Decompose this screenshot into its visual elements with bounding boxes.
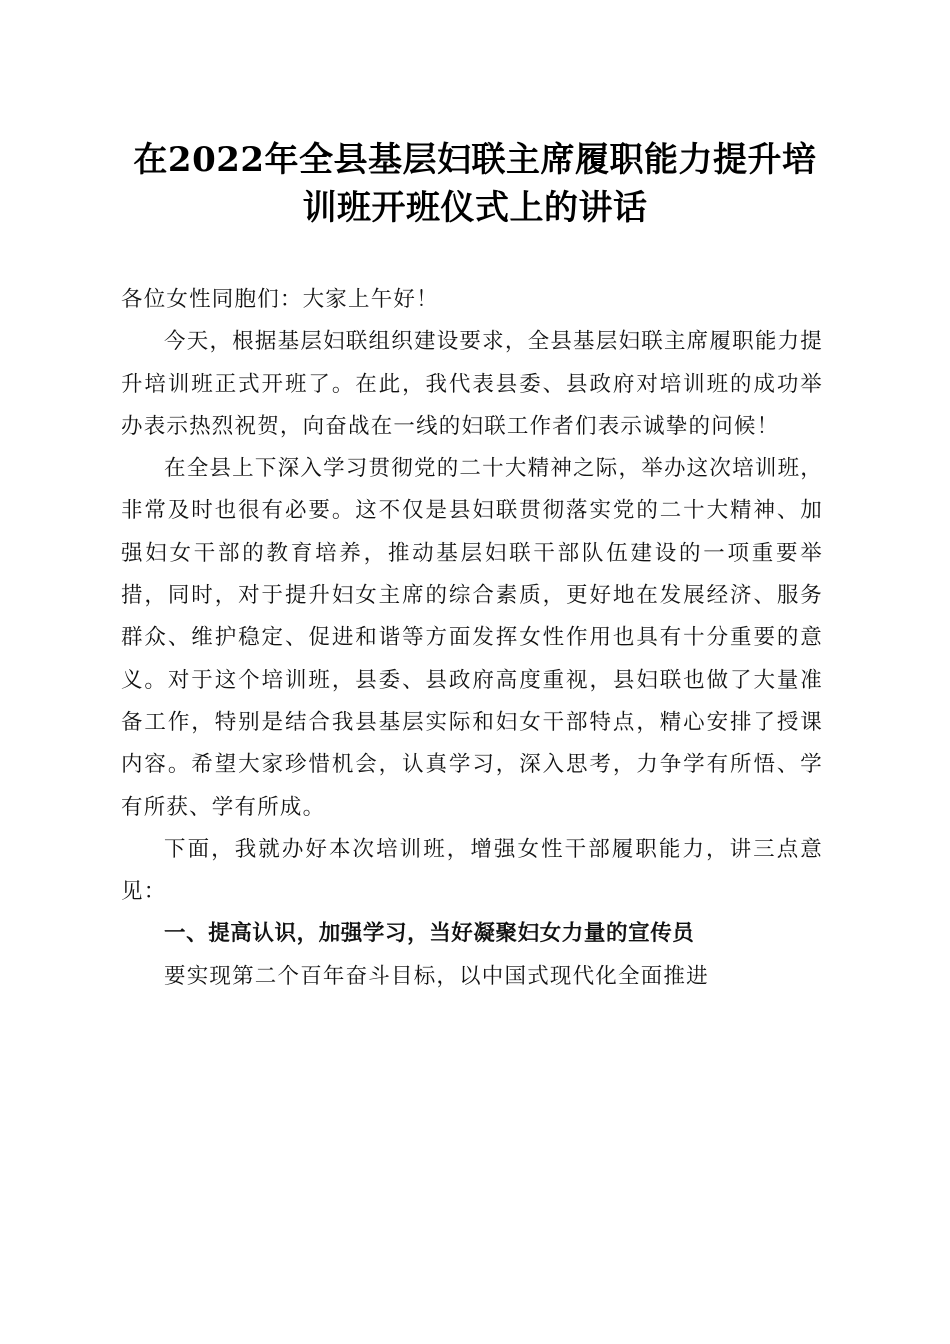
paragraph-outline: 下面，我就办好本次培训班，增强女性干部履职能力，讲三点意见：: [121, 836, 823, 905]
section-heading-1: 一、提高认识，加强学习，当好凝聚妇女力量的宣传员: [164, 921, 695, 947]
paragraph-opening: 今天，根据基层妇联组织建设要求，全县基层妇联主席履职能力提升培训班正式开班了。在此，我代表县委、县政府对培训班的成功举办表示热烈祝贺，向奋战在一线的妇联工作者们表示诚挚的问候！: [121, 329, 823, 439]
title-line-2: 训班开班仪式上的讲话: [302, 188, 648, 228]
document-body: [121, 279, 823, 998]
title-line-1: 在2022年全县基层妇联主席履职能力提升培: [133, 140, 817, 180]
paragraph-section-1-start: 要实现第二个百年奋斗目标，以中国式现代化全面推进: [164, 963, 709, 989]
paragraph-significance: 在全县上下深入学习贯彻党的二十大精神之际，举办这次培训班，非常及时也很有必要。这不仅是县妇联贯彻落实党的二十大精神、加强妇女干部的教育培养，推动基层妇联干部队伍建设的一项重要举措，同时，对于提升妇女主席的综合素质，更好地在发展经济、服务群众、维护稳定、促进和谐等方面发挥女性作用也具有十分重要的意义。对于这个培训班，县委、县政府高度重视，县妇联也做了大量准备工作，特别是结合我县基层实际和妇女干部特点，精心安排了授课内容。希望大家珍惜机会，认真学习，深入思考，力争学有所悟、学有所获、学有所成。: [121, 456, 823, 820]
document-title: [100, 136, 850, 232]
salutation: 各位女性同胞们：大家上午好！: [121, 287, 439, 312]
